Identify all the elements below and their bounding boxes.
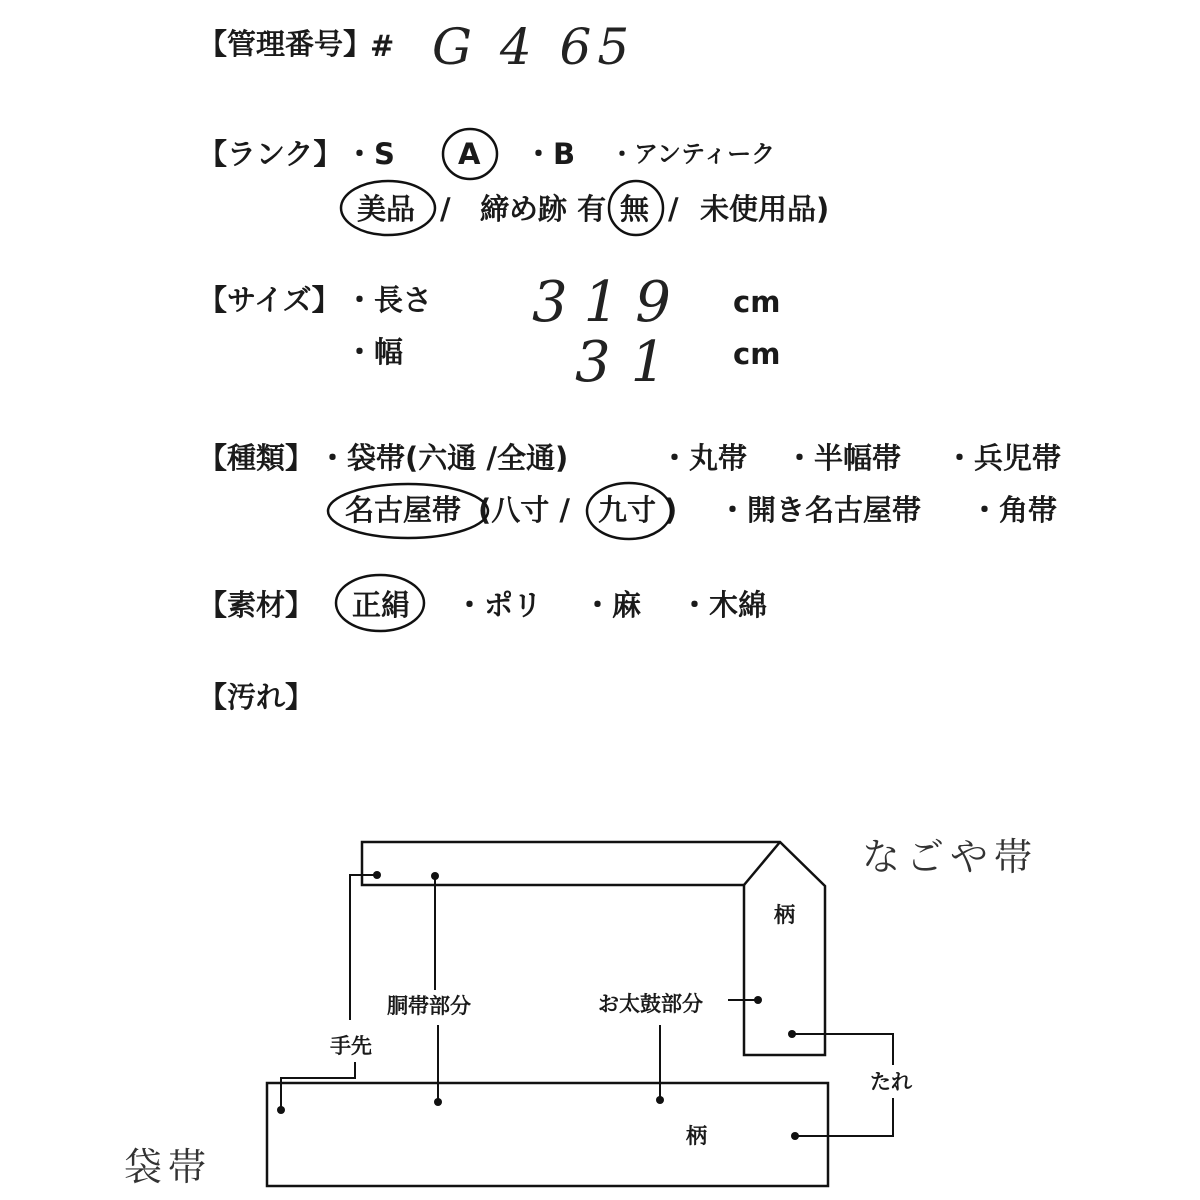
tesaki-line-top (350, 875, 377, 1020)
dot-tesaki-top (373, 871, 381, 879)
material-asa: ・麻 (583, 588, 642, 622)
rank-option-b: ・B (524, 137, 576, 171)
type-label: 【種類】 (198, 441, 315, 475)
size-width-unit: cm (733, 337, 781, 371)
condition-beautiful: 美品 (357, 192, 416, 226)
label-tesaki: 手先 (330, 1034, 372, 1058)
material-cotton: ・木綿 (680, 588, 768, 622)
size-length-unit: cm (733, 285, 781, 319)
material-silk: 正絹 (352, 588, 411, 622)
label-pattern-top: 柄 (774, 903, 795, 927)
fukuro-obi-title: 袋帯 (124, 1145, 213, 1189)
fukuro-obi-outline (267, 1083, 828, 1186)
material-label: 【素材】 (198, 588, 315, 622)
type-hanhaba: ・半幅帯 (785, 441, 902, 475)
dot-otaiko-top (754, 996, 762, 1004)
nagoya-obi-fold (744, 842, 780, 885)
rank-option-s: ・S (345, 137, 395, 171)
nagoya-obi-outline (362, 842, 825, 1055)
label-pattern-bottom: 柄 (686, 1124, 707, 1148)
type-hiraki-nagoya: ・開き名古屋帯 (718, 493, 922, 527)
dot-tesaki-bottom (277, 1106, 285, 1114)
size-length-label: ・長さ (345, 283, 433, 317)
tare-line-bottom (795, 1098, 893, 1136)
dot-dobi-bottom (434, 1098, 442, 1106)
type-close-paren: ) (664, 493, 678, 527)
type-heko: ・兵児帯 (945, 441, 1062, 475)
type-hassun: (八寸 / (478, 493, 570, 527)
tare-line-top (792, 1034, 893, 1065)
dot-dobi-top (431, 872, 439, 880)
nagoya-obi-title: なごや帯 (862, 835, 1039, 879)
management-label: 【管理番号】 (198, 27, 373, 61)
type-kaku: ・角帯 (970, 493, 1058, 527)
label-otaiko: お太鼓部分 (598, 992, 703, 1016)
management-number: G 4 65 (432, 18, 636, 76)
management-hash: # (370, 29, 395, 63)
condition-unused: 未使用品) (700, 192, 830, 226)
type-maru: ・丸帯 (660, 441, 748, 475)
size-width-label: ・幅 (345, 335, 404, 369)
size-width-value: 31 (575, 330, 687, 395)
label-tare: たれ (870, 1070, 912, 1094)
rank-option-antique: ・アンティーク (610, 140, 776, 168)
dot-tare-bottom (791, 1132, 799, 1140)
label-dobi: 胴帯部分 (387, 994, 471, 1018)
condition-slash-2: / (668, 192, 679, 226)
condition-slash-1: / (440, 192, 451, 226)
type-fukuro: ・袋帯(六通 /全通) (318, 441, 569, 475)
type-kyusun: 九寸 (598, 493, 657, 527)
dot-tare-top (788, 1030, 796, 1038)
stain-label: 【汚れ】 (198, 680, 315, 714)
size-length-value: 319 (532, 270, 687, 335)
tesaki-line-bottom (281, 1062, 355, 1110)
rank-label: 【ランク】 (198, 137, 343, 171)
size-label: 【サイズ】 (198, 283, 341, 317)
material-poly: ・ポリ (455, 588, 543, 622)
rank-option-a: A (458, 137, 481, 171)
type-nagoya: 名古屋帯 (345, 493, 462, 527)
dot-otaiko-bottom (656, 1096, 664, 1104)
condition-none: 無 (620, 192, 650, 226)
condition-tie-mark: 締め跡 有 (480, 192, 607, 226)
